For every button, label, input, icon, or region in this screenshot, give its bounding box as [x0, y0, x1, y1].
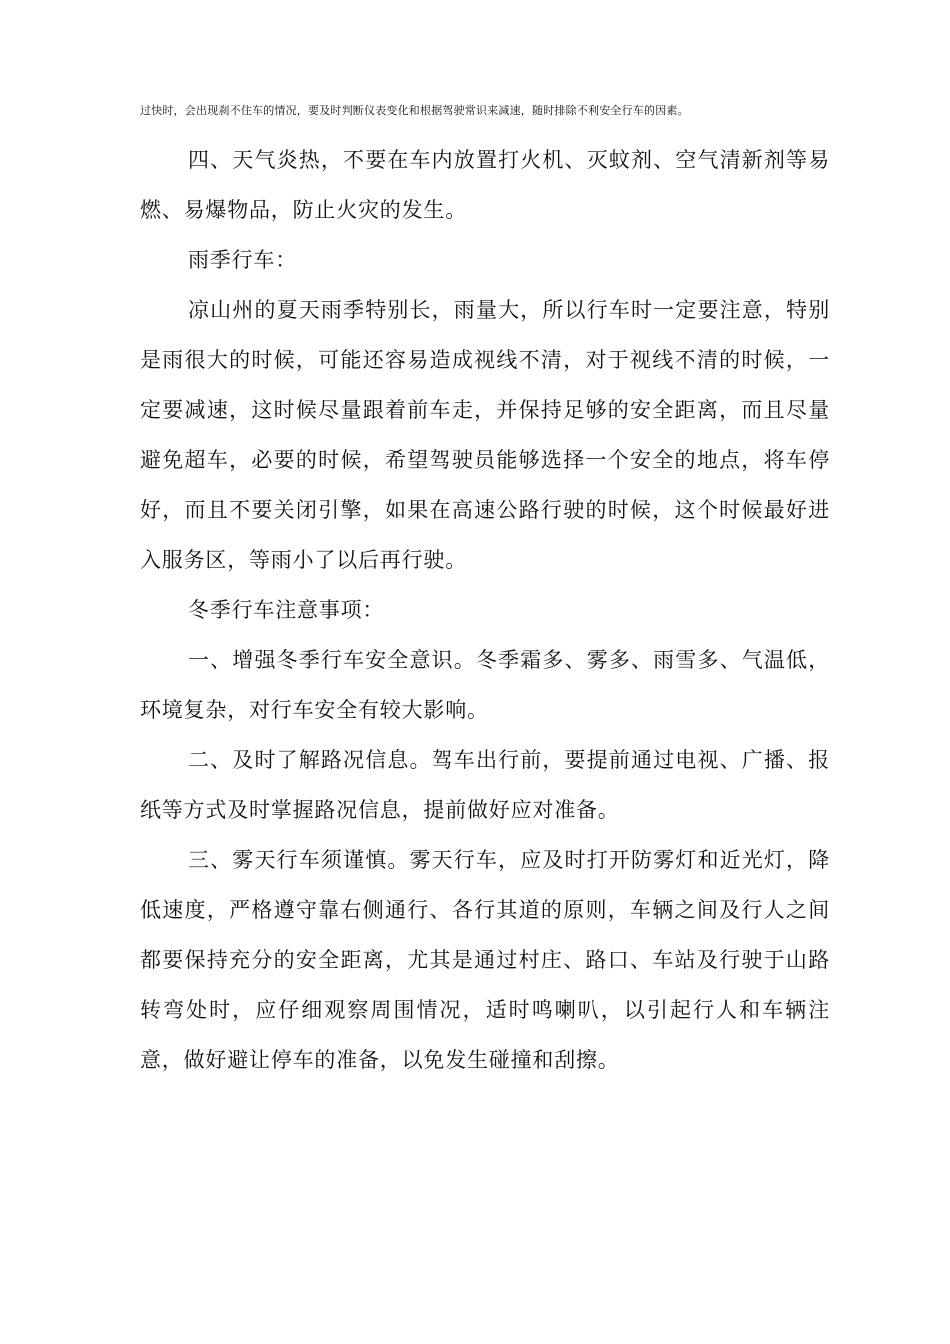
heading-rainy-season: 雨季行车：	[188, 248, 297, 272]
paragraph-rainy-season: 凉山州的夏天雨季特别长，雨量大，所以行车时一定要注意，特别是雨很大的时候，可能还容易造成视线不清，对于视线不清的时候，一定要减速，这时候尽量跟着前车走，并保持足够的安全距离，而且尽量避免超车，必要的时候，希望驾驶员能够选择一个安全的地点，将车停好，而且不要关闭引擎，如果在高速公路行驶的时候，这个时候最好进入服务区，等雨小了以后再行驶。	[140, 298, 830, 572]
paragraph-winter-item-2: 二、及时了解路况信息。驾车出行前，要提前通过电视、广播、报纸等方式及时掌握路况信息，提前做好应对准备。	[140, 748, 830, 822]
paragraph-winter-item-1: 一、增强冬季行车安全意识。冬季霜多、雾多、雨雪多、气温低，环境复杂，对行车安全有较大影响。	[140, 648, 830, 722]
paragraph-winter-item-3: 三、雾天行车须谨慎。雾天行车，应及时打开防雾灯和近光灯，降低速度，严格遵守靠右侧通行、各行其道的原则，车辆之间及行人之间都要保持充分的安全距离，尤其是通过村庄、路口、车站及行驶于山路转弯处时，应仔细观察周围情况，适时鸣喇叭，以引起行人和车辆注意，做好避让停车的准备，以免发生碰撞和刮擦。	[140, 848, 830, 1072]
paragraph-summer-item-4: 四、天气炎热，不要在车内放置打火机、灭蚊剂、空气清新剂等易燃、易爆物品，防止火灾的发生。	[140, 148, 830, 222]
heading-winter-driving: 冬季行车注意事项：	[188, 598, 385, 622]
document-body	[140, 135, 830, 1085]
top-fragment-text: 过快时，会出现刹不住车的情况，要及时判断仪表变化和根据驾驶常识来减速，随时排除不利安全行车的因素。	[140, 104, 689, 117]
